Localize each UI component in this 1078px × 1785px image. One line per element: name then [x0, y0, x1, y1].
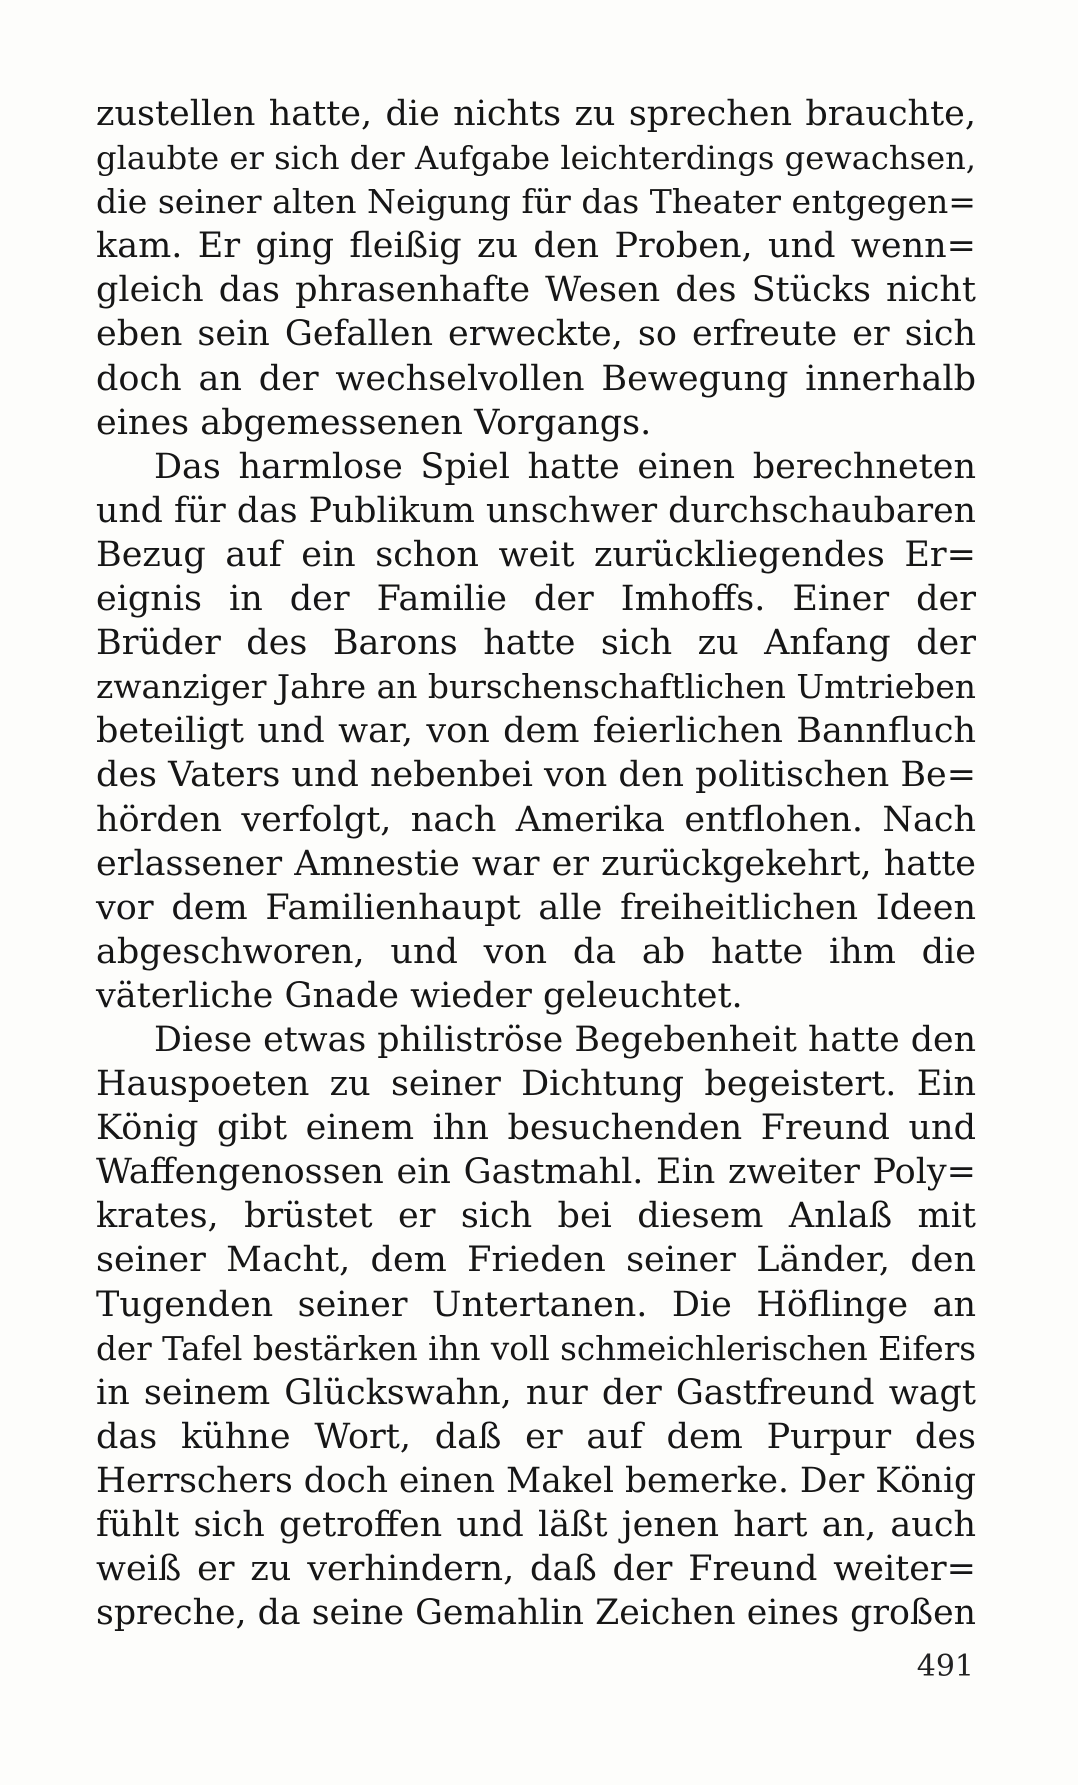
text-line: doch an der wechselvollen Bewegung innerhalb [96, 358, 976, 399]
text-line: Diese etwas philiströse Begebenheit hatte den [154, 1019, 977, 1060]
text-line: zustellen hatte, die nichts zu sprechen brauchte, [96, 94, 976, 134]
text-line: Hauspoeten zu seiner Dichtung begeistert. Ein [96, 1064, 976, 1105]
text-line: des Vaters und nebenbei von den politischen Be= [96, 755, 976, 796]
text-line: das kühne Wort, daß er auf dem Purpur des [96, 1416, 976, 1457]
text-line: Herrschers doch einen Makel bemerke. Der König [96, 1460, 976, 1501]
text-line: eignis in der Familie der Imhoffs. Einer der [96, 579, 976, 620]
paragraph-2 [96, 445, 976, 1018]
text-line: in seinem Glückswahn, nur der Gastfreund wagt [96, 1372, 976, 1413]
text-line: Bezug auf ein schon weit zurückliegendes Er= [96, 534, 976, 575]
text-line: weiß er zu verhindern, daß der Freund weiter= [96, 1549, 976, 1590]
text-line: abgeschworen, und von da ab hatte ihm die [96, 931, 976, 972]
text-line: seiner Macht, dem Frieden seiner Länder, den [96, 1240, 976, 1281]
text-line: eben sein Gefallen erweckte, so erfreute er sich [96, 314, 976, 355]
text-line: König gibt einem ihn besuchenden Freund und [96, 1108, 976, 1149]
text-line: Brüder des Barons hatte sich zu Anfang der [96, 623, 976, 664]
text-line: spreche, da seine Gemahlin Zeichen eines großen [96, 1593, 976, 1634]
text-line: der Tafel bestärken ihn voll schmeichlerischen Eifers [96, 1329, 976, 1368]
text-line: beteiligt und war, von dem feierlichen Bannfluch [96, 711, 976, 752]
text-line: Waffengenossen ein Gastmahl. Ein zweiter Poly= [96, 1152, 976, 1193]
text-line: zwanziger Jahre an burschenschaftlichen Umtrieben [96, 667, 976, 707]
paragraph-3 [96, 1018, 976, 1635]
text-line: erlassener Amnestie war er zurückgekehrt, hatte [96, 843, 976, 884]
text-line: vor dem Familienhaupt alle freiheitlichen Ideen [96, 887, 976, 928]
text-line: kam. Er ging fleißig zu den Proben, und wenn= [96, 226, 976, 267]
text-line: und für das Publikum unschwer durchschaubaren [96, 490, 976, 531]
paragraph-1 [96, 92, 976, 445]
text-line: gleich das phrasenhafte Wesen des Stücks nicht [96, 270, 976, 311]
text-line: Tugenden seiner Untertanen. Die Höflinge an [96, 1284, 976, 1325]
body-text [96, 92, 976, 1635]
text-line: hörden verfolgt, nach Amerika entflohen. Nach [96, 799, 976, 840]
text-line: Das harmlose Spiel hatte einen berechneten [154, 446, 976, 487]
text-line: väterliche Gnade wieder geleuchtet. [96, 975, 743, 1016]
text-line: krates, brüstet er sich bei diesem Anlaß mit [96, 1196, 976, 1237]
page-number: 491 [916, 1649, 974, 1684]
text-line: eines abgemessenen Vorgangs. [96, 402, 652, 443]
text-line: fühlt sich getroffen und läßt jenen hart an, auch [96, 1505, 976, 1545]
text-line: glaubte er sich der Aufgabe leichterdings gewachsen, [96, 139, 976, 178]
text-line: die seiner alten Neigung für das Theater entgegen= [96, 182, 976, 222]
